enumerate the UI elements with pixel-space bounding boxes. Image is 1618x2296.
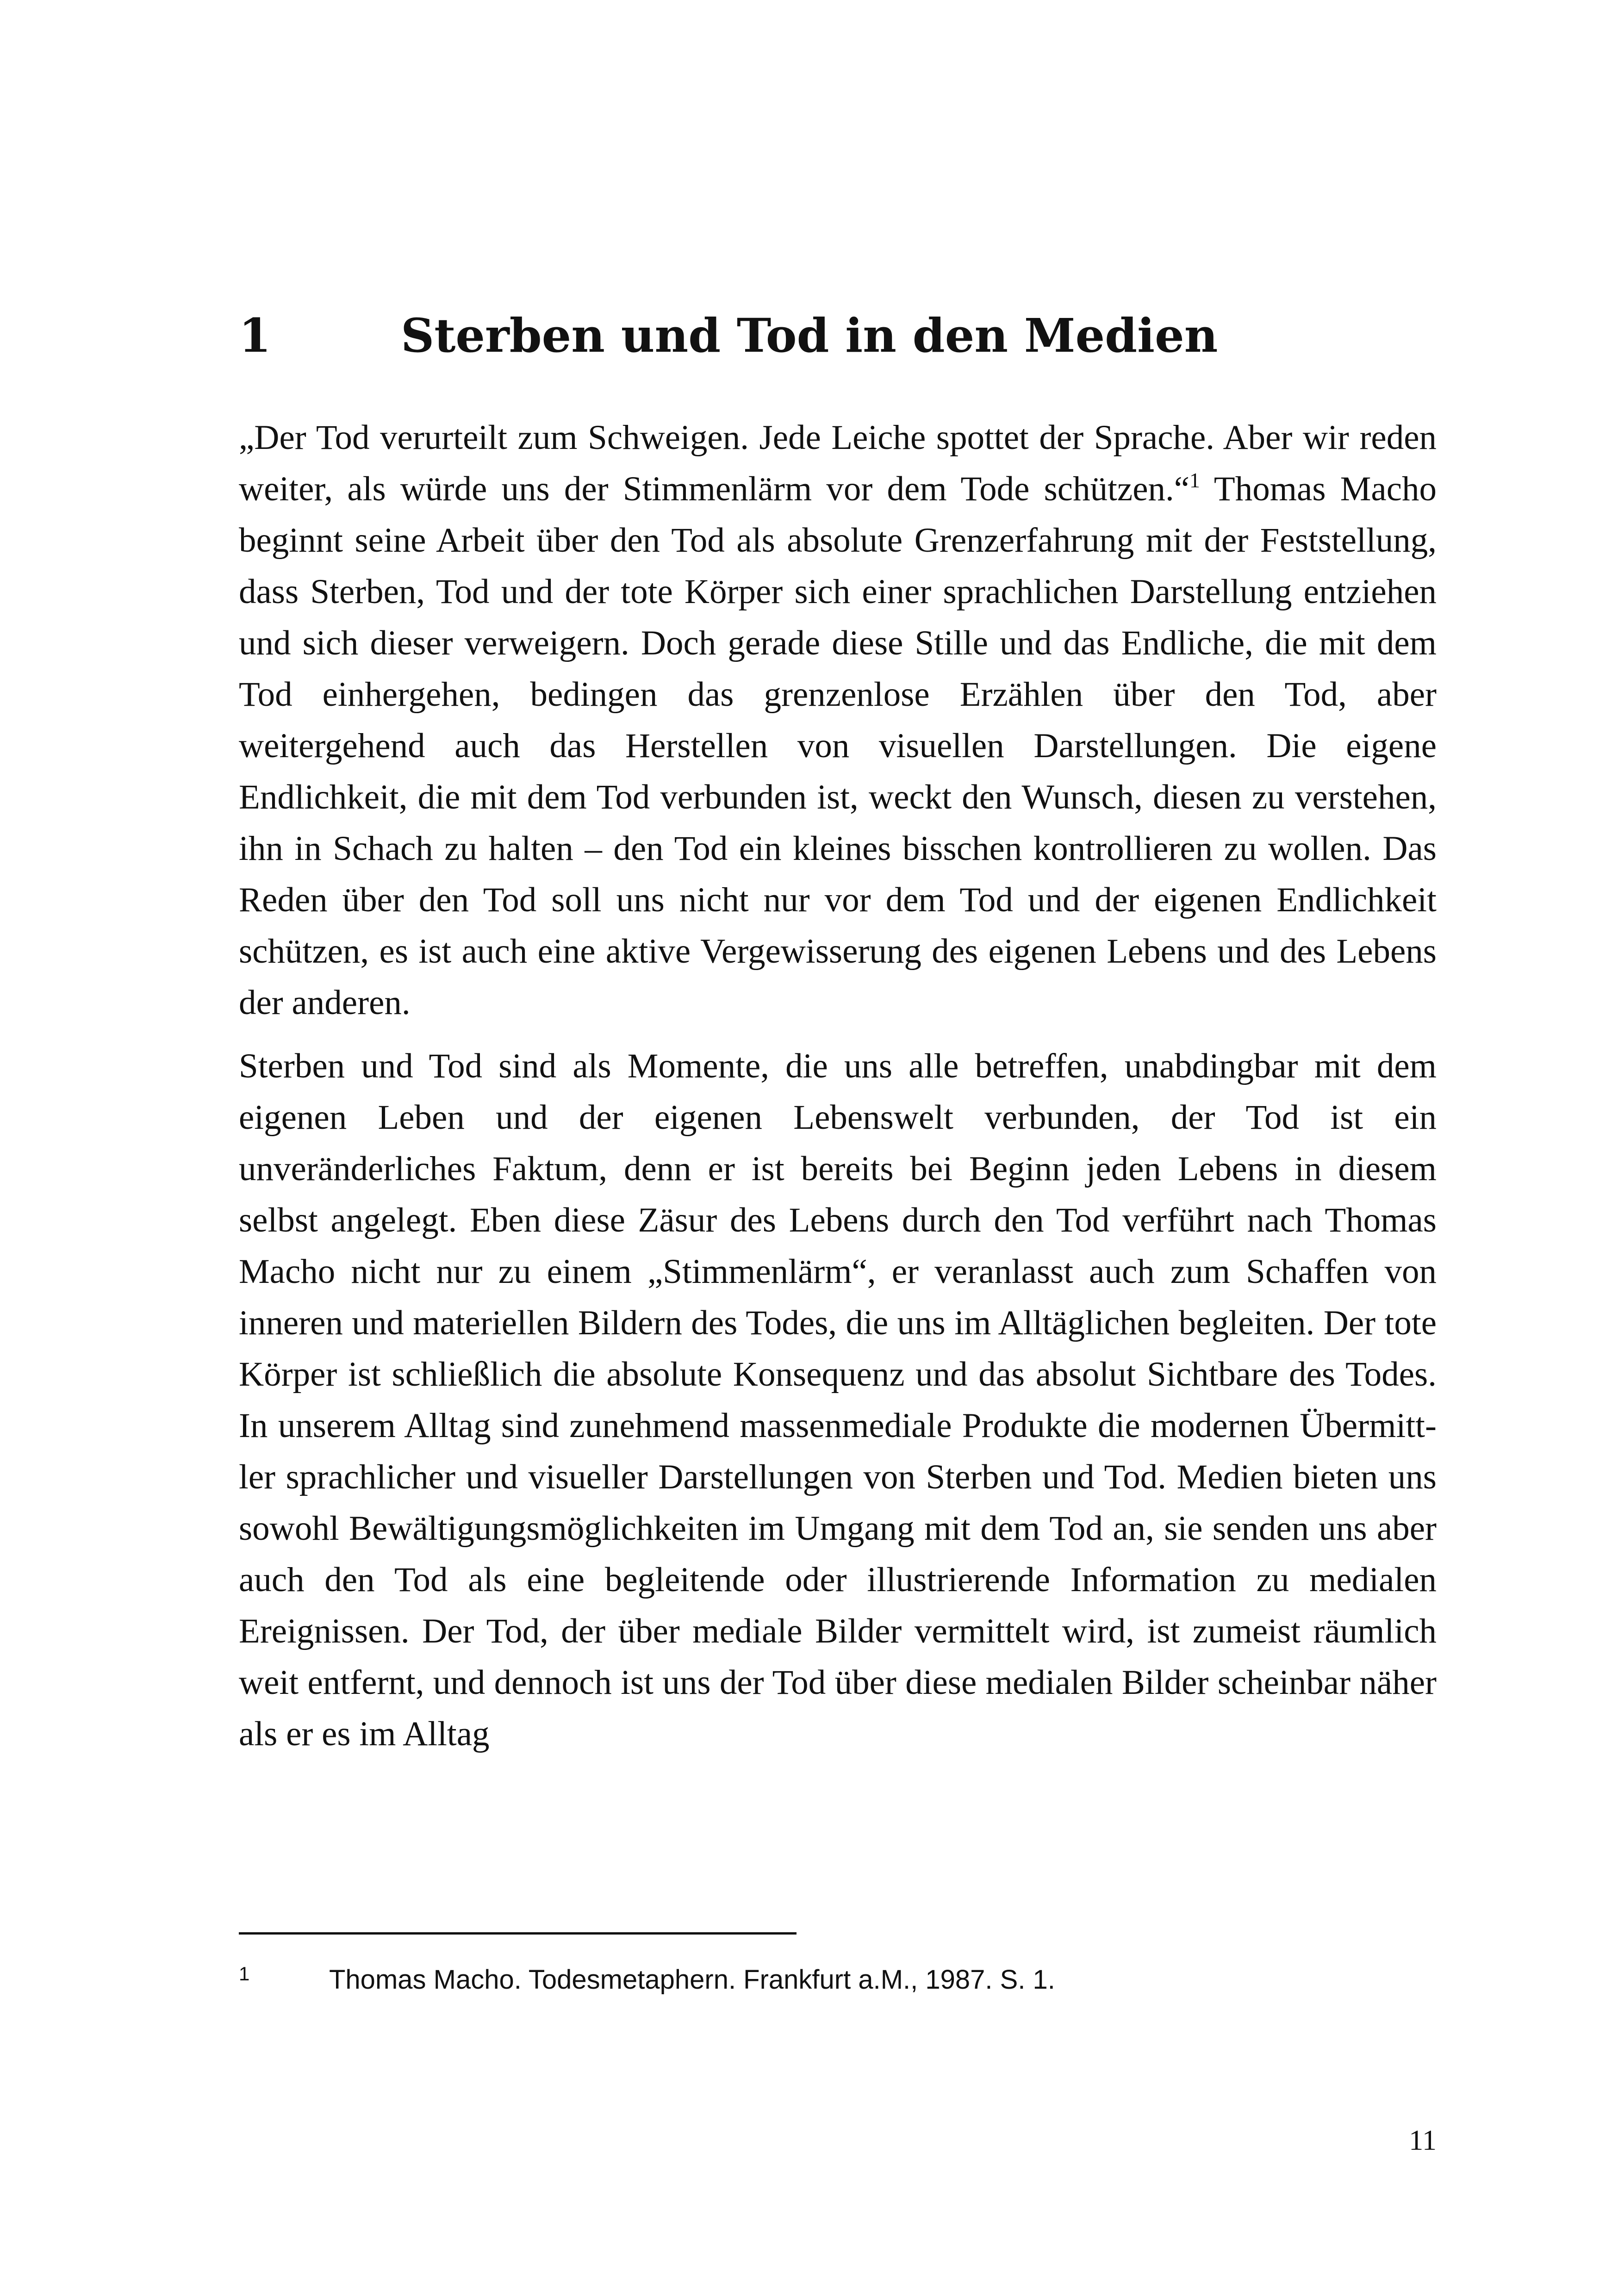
chapter-heading: [239, 303, 1442, 368]
page-number: 11: [1409, 2125, 1437, 2156]
body-text: [239, 412, 1437, 1772]
paragraph-2: Sterben und Tod sind als Momente, die uns alle betreffen, unabdingbar mit dem eigenen Leben und der eigenen Lebenswelt verbunden, der Tod ist ein unveränderliches Faktum, denn er ist bereits bei Beginn jeden Lebens in diesem selbst angelegt. Eben diese Zäsur des Lebens durch den Tod verführt nach Thomas Macho nicht nur zu einem „Stimmenlärm“, er veranlasst auch zum Schaffen von inneren und materiellen Bildern des Todes, die uns im Alltäglichen begleiten. Der tote Körper ist schließlich die absolute Konsequenz und das absolut Sichtbare des Todes. In unserem Alltag sind zunehmend massenmediale Produkte die modernen Übermittler sprachlicher und visueller Darstellungen von Sterben und Tod. Medien bieten uns sowohl Bewältigungsmöglichkeiten im Umgang mit dem Tod an, sie senden uns aber auch den Tod als eine begleitende oder illustrierende Information zu medialen Ereignissen. Der Tod, der über mediale Bilder vermittelt wird, ist zumeist räumlich weit entfernt, und dennoch ist uns der Tod über diese medialen Bilder scheinbar näher als er es im Alltag: [239, 1047, 1437, 1753]
footnote-reference[interactable]: 1: [1189, 468, 1201, 492]
footnote-separator: [239, 1932, 797, 1935]
chapter-number: 1: [239, 308, 271, 363]
footnote: [239, 1955, 1437, 1998]
footnote-number: 1: [239, 1963, 250, 1985]
opening-quote: „Der Tod verurteilt zum Schweigen. Jede Leiche spottet der Sprache. Aber wir reden weiter, als würde uns der Stimmenlärm vor dem Tode schützen.“: [239, 418, 1437, 508]
paragraph-1-text: Thomas Macho beginnt seine Arbeit über den Tod als absolute Grenzerfahrung mit der Feststellung, dass Sterben, Tod und der tote Körper sich einer sprachlichen Darstellung entziehen und sich dieser verweigern. Doch gerade diese Stille und das Endliche, die mit dem Tod einhergehen, bedingen das grenzenlose Erzählen über den Tod, aber weitergehend auch das Herstellen von visuellen Darstellungen. Die eigene Endlichkeit, die mit dem Tod verbunden ist, weckt den Wunsch, diesen zu verstehen, ihn in Schach zu halten – den Tod ein kleines bisschen kontrollieren zu wollen. Das Reden über den Tod soll uns nicht nur vor dem Tod und der eigenen Endlichkeit schützen, es ist auch eine aktive Vergewisserung des eigenen Lebens und des Lebens der anderen.: [239, 470, 1437, 1022]
chapter-title: Sterben und Tod in den Medien: [401, 308, 1218, 363]
footnote-text: Thomas Macho. Todesmetaphern. Frankfurt a.M., 1987. S. 1.: [329, 1965, 1055, 1995]
paragraph-1: [239, 412, 1437, 1028]
